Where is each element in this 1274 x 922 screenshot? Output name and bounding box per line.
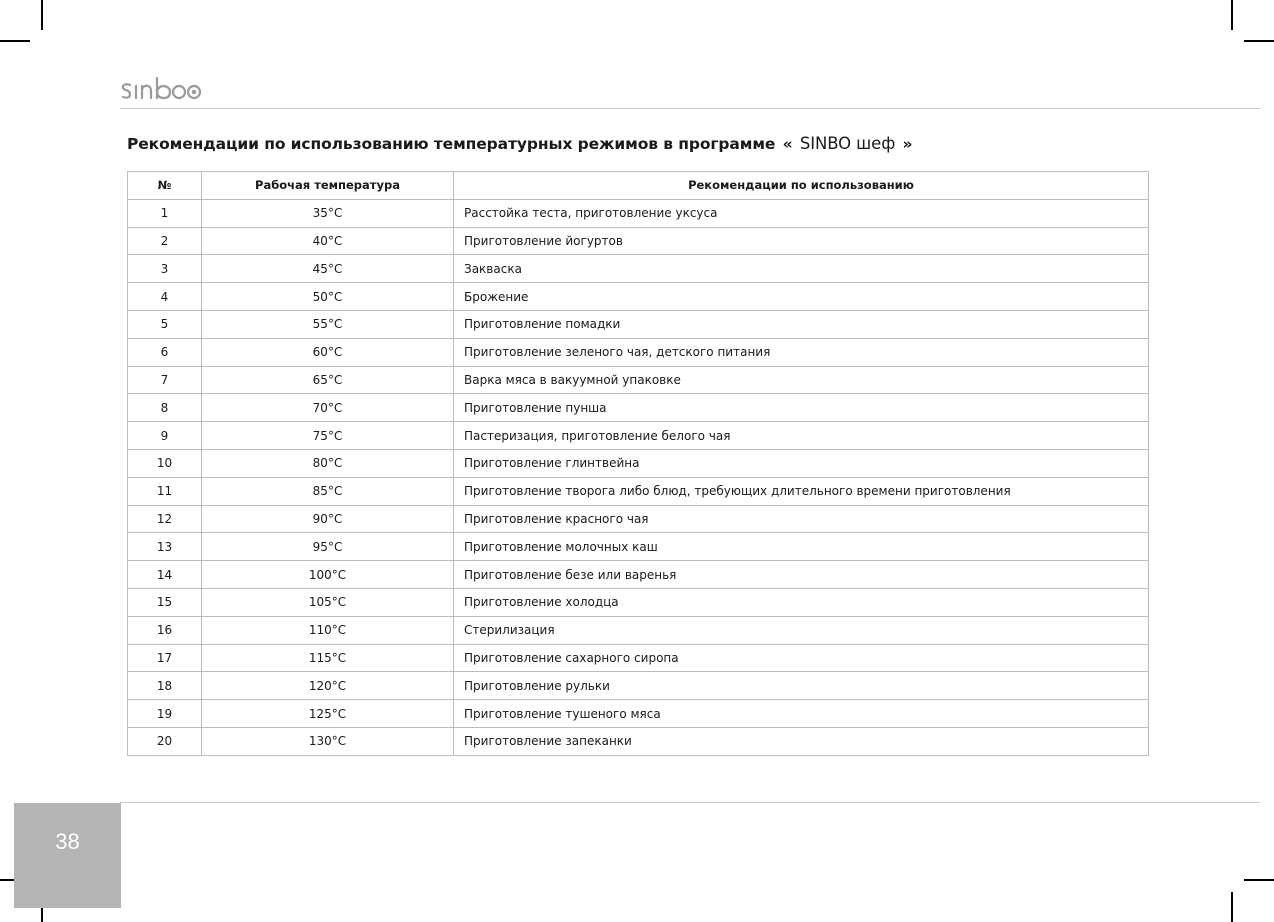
table-row: [128, 505, 1149, 533]
table-row: [128, 338, 1149, 366]
table-row: [128, 449, 1149, 477]
table-row: [128, 283, 1149, 311]
row-temperature: 110°С: [202, 616, 454, 644]
row-recommendation: Приготовление йогуртов: [454, 227, 1149, 255]
crop-mark-bottom-right-h: [1244, 879, 1274, 881]
row-recommendation: Приготовление творога либо блюд, требующих длительного времени приготовления: [454, 477, 1149, 505]
table-row: [128, 255, 1149, 283]
row-recommendation: Варка мяса в вакуумной упаковке: [454, 366, 1149, 394]
header-divider: [120, 108, 1260, 109]
row-temperature: 125°С: [202, 700, 454, 728]
row-number: 12: [128, 505, 202, 533]
heading-prefix: Рекомендации по использованию температурных режимов в программе: [127, 135, 776, 153]
row-temperature: 60°С: [202, 338, 454, 366]
row-temperature: 105°С: [202, 588, 454, 616]
row-recommendation: Приготовление помадки: [454, 310, 1149, 338]
row-recommendation: Приготовление молочных каш: [454, 533, 1149, 561]
row-temperature: 35°С: [202, 199, 454, 227]
page-number-box: [14, 803, 121, 908]
table-row: [128, 672, 1149, 700]
row-temperature: 95°С: [202, 533, 454, 561]
row-recommendation: Приготовление пунша: [454, 394, 1149, 422]
row-number: 3: [128, 255, 202, 283]
row-number: 4: [128, 283, 202, 311]
row-temperature: 120°С: [202, 672, 454, 700]
crop-mark-top-right-v: [1231, 0, 1233, 30]
page-heading: [127, 134, 1147, 153]
row-temperature: 70°С: [202, 394, 454, 422]
row-recommendation: Приготовление зеленого чая, детского питания: [454, 338, 1149, 366]
crop-mark-top-left-h: [0, 40, 30, 42]
table-row: [128, 394, 1149, 422]
table-row: [128, 422, 1149, 450]
row-number: 19: [128, 700, 202, 728]
row-temperature: 45°С: [202, 255, 454, 283]
row-recommendation: Стерилизация: [454, 616, 1149, 644]
row-temperature: 65°С: [202, 366, 454, 394]
row-recommendation: Приготовление красного чая: [454, 505, 1149, 533]
row-recommendation: Пастеризация, приготовление белого чая: [454, 422, 1149, 450]
table-header-row: [128, 172, 1149, 200]
header-recommendation: Рекомендации по использованию: [454, 172, 1149, 200]
row-temperature: 100°С: [202, 561, 454, 589]
row-temperature: 115°С: [202, 644, 454, 672]
row-recommendation: Приготовление холодца: [454, 588, 1149, 616]
row-temperature: 130°С: [202, 727, 454, 755]
table-row: [128, 616, 1149, 644]
row-recommendation: Приготовление глинтвейна: [454, 449, 1149, 477]
row-number: 8: [128, 394, 202, 422]
row-recommendation: Приготовление запеканки: [454, 727, 1149, 755]
row-recommendation: Приготовление безе или варенья: [454, 561, 1149, 589]
crop-mark-top-right-h: [1244, 40, 1274, 42]
row-recommendation: Приготовление тушеного мяса: [454, 700, 1149, 728]
row-number: 16: [128, 616, 202, 644]
table-row: [128, 310, 1149, 338]
header-number: №: [128, 172, 202, 200]
heading-open-quote: «: [782, 135, 793, 153]
table-row: [128, 477, 1149, 505]
table-body: [128, 199, 1149, 755]
row-temperature: 85°С: [202, 477, 454, 505]
row-number: 14: [128, 561, 202, 589]
row-recommendation: Расстойка теста, приготовление уксуса: [454, 199, 1149, 227]
row-number: 18: [128, 672, 202, 700]
row-temperature: 40°С: [202, 227, 454, 255]
table-row: [128, 366, 1149, 394]
table-row: [128, 199, 1149, 227]
row-number: 9: [128, 422, 202, 450]
row-temperature: 55°С: [202, 310, 454, 338]
row-number: 1: [128, 199, 202, 227]
row-recommendation: Приготовление сахарного сиропа: [454, 644, 1149, 672]
heading-program-name: SINBO шеф: [799, 134, 896, 153]
page-number: 38: [55, 829, 80, 854]
row-number: 6: [128, 338, 202, 366]
row-temperature: 90°С: [202, 505, 454, 533]
table-row: [128, 727, 1149, 755]
row-number: 2: [128, 227, 202, 255]
sinbo-logo: [120, 74, 210, 106]
row-recommendation: Закваска: [454, 255, 1149, 283]
temperature-table: [127, 171, 1149, 756]
row-number: 17: [128, 644, 202, 672]
row-number: 10: [128, 449, 202, 477]
heading-close-quote: »: [902, 135, 913, 153]
row-number: 13: [128, 533, 202, 561]
footer-divider: [120, 802, 1260, 803]
row-number: 11: [128, 477, 202, 505]
row-number: 7: [128, 366, 202, 394]
table-row: [128, 588, 1149, 616]
row-number: 20: [128, 727, 202, 755]
crop-mark-top-left-v: [41, 0, 43, 30]
table-row: [128, 700, 1149, 728]
table-row: [128, 227, 1149, 255]
header-temperature: Рабочая температура: [202, 172, 454, 200]
row-temperature: 75°С: [202, 422, 454, 450]
table-row: [128, 644, 1149, 672]
row-recommendation: Приготовление рульки: [454, 672, 1149, 700]
row-number: 5: [128, 310, 202, 338]
row-temperature: 80°С: [202, 449, 454, 477]
row-temperature: 50°С: [202, 283, 454, 311]
table-row: [128, 533, 1149, 561]
row-number: 15: [128, 588, 202, 616]
crop-mark-bottom-right-v: [1231, 892, 1233, 922]
table-row: [128, 561, 1149, 589]
row-recommendation: Брожение: [454, 283, 1149, 311]
